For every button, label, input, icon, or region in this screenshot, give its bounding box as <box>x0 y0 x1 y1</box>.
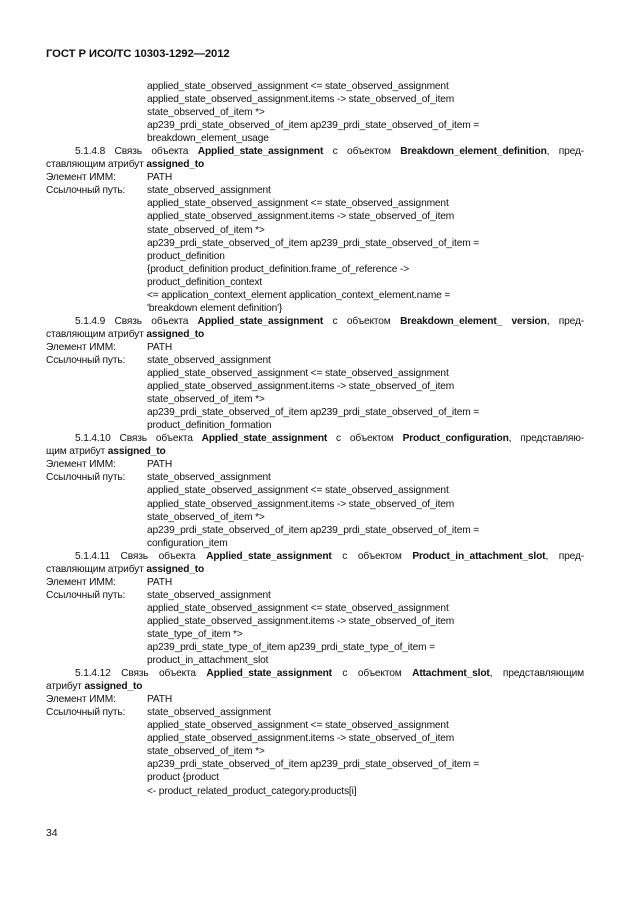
path-line: <- product_related_product_category.products[i] <box>147 785 357 797</box>
heading-continuation: ставляющим атрибут <box>46 328 147 340</box>
ref-path-label: Ссылочный путь: <box>46 185 126 197</box>
path-line: applied_state_observed_assignment <= state_observed_assignment <box>147 81 449 92</box>
section-heading <box>46 667 584 680</box>
ref-path-first: state_observed_assignment <box>147 589 271 601</box>
element-value: PATH <box>147 576 173 588</box>
section-heading-continued <box>46 328 584 341</box>
heading-tail: , представляю- <box>508 433 585 445</box>
path-line: ap239_prdi_state_observed_of_item ap239_prdi_state_observed_of_item = <box>147 120 480 132</box>
target-entity-name: Product_configuration <box>402 433 509 445</box>
path-line: state_type_of_item *> <box>147 628 243 640</box>
path-line: product_definition_formation <box>147 420 272 432</box>
path-line: applied_state_observed_assignment <= state_observed_assignment <box>147 485 449 497</box>
ref-path-first: state_observed_assignment <box>147 707 271 719</box>
ref-path-first: state_observed_assignment <box>147 472 271 484</box>
element-label: Элемент ИММ: <box>46 459 116 471</box>
intro-path-block <box>46 80 584 145</box>
heading-tail: , пред- <box>546 146 584 158</box>
heading-continuation: щим атрибут <box>46 446 108 458</box>
heading-tail: , представляющим <box>489 668 584 680</box>
heading-continuation: ставляющим атрибут <box>46 563 147 575</box>
page-header: ГОСТ Р ИСО/ТС 10303-1292—2012 <box>46 48 230 60</box>
section-3 <box>46 432 584 549</box>
section-heading <box>46 145 584 158</box>
target-entity-name: Attachment_slot <box>412 668 490 680</box>
section-heading-continued <box>46 563 584 576</box>
element-value: PATH <box>147 694 173 706</box>
ref-path-label: Ссылочный путь: <box>46 354 126 366</box>
path-line: product_in_attachment_slot <box>147 655 269 667</box>
heading-text: с объектом <box>323 315 401 327</box>
heading-text: с объектом <box>323 146 401 158</box>
element-label: Элемент ИММ: <box>46 576 116 588</box>
section-number: 5.1.4.10 Связь объекта <box>75 433 202 445</box>
path-line: product {product <box>147 772 219 784</box>
path-line: applied_state_observed_assignment.items -> state_observed_of_item <box>147 733 455 745</box>
ref-path-first: state_observed_assignment <box>147 354 271 366</box>
path-line: ap239_prdi_state_observed_of_item ap239_prdi_state_observed_of_item = <box>147 759 480 771</box>
ref-path-field <box>46 706 584 719</box>
section-heading <box>46 432 584 445</box>
heading-tail: , пред- <box>546 315 584 327</box>
path-line: <= application_context_element application_context_element.name = <box>147 289 451 301</box>
path-line: product_definition_context <box>147 276 263 288</box>
path-line: applied_state_observed_assignment.items -> state_observed_of_item <box>147 498 455 510</box>
ref-path-first: state_observed_assignment <box>147 185 271 197</box>
path-line: applied_state_observed_assignment <= state_observed_assignment <box>147 368 449 380</box>
element-field <box>46 458 584 471</box>
path-line: ap239_prdi_state_observed_of_item ap239_prdi_state_observed_of_item = <box>147 407 480 419</box>
attribute-name: assigned_to <box>146 159 205 171</box>
attribute-name: assigned_to <box>146 328 205 340</box>
heading-text: с объектом <box>331 550 413 562</box>
element-field <box>46 693 584 706</box>
path-line: state_observed_of_item *> <box>147 746 265 758</box>
path-line: product_definition <box>147 250 225 262</box>
target-entity-name: Breakdown_element_ version <box>400 315 547 327</box>
ref-path-label: Ссылочный путь: <box>46 589 126 601</box>
ref-path-field <box>46 354 584 367</box>
ref-path-field <box>46 471 584 484</box>
element-label: Элемент ИММ: <box>46 341 116 353</box>
section-5 <box>46 667 584 797</box>
path-line: applied_state_observed_assignment.items -> state_observed_of_item <box>147 211 455 223</box>
path-line: applied_state_observed_assignment <= state_observed_assignment <box>147 720 449 732</box>
heading-text: с объектом <box>331 668 413 680</box>
path-line: ap239_prdi_state_observed_of_item ap239_prdi_state_observed_of_item = <box>147 524 480 536</box>
element-label: Элемент ИММ: <box>46 172 116 184</box>
ref-path-field <box>46 184 584 197</box>
path-line: 'breakdown element definition'} <box>147 302 283 314</box>
element-field <box>46 341 584 354</box>
section-number: 5.1.4.9 Связь объекта <box>75 315 198 327</box>
path-line: ap239_prdi_state_observed_of_item ap239_prdi_state_observed_of_item = <box>147 237 480 249</box>
section-4 <box>46 550 584 667</box>
element-field <box>46 576 584 589</box>
heading-continuation: атрибут <box>46 681 85 693</box>
path-line: state_observed_of_item *> <box>147 107 265 119</box>
section-heading <box>46 550 584 563</box>
element-value: PATH <box>147 172 173 184</box>
element-value: PATH <box>147 459 173 471</box>
section-heading-continued <box>46 445 584 458</box>
element-value: PATH <box>147 341 173 353</box>
ref-path-label: Ссылочный путь: <box>46 472 126 484</box>
path-line: state_observed_of_item *> <box>147 224 265 236</box>
attribute-name: assigned_to <box>107 446 166 458</box>
section-heading-continued <box>46 680 584 693</box>
sections-container <box>46 145 584 797</box>
attribute-name: assigned_to <box>84 681 143 693</box>
path-line: applied_state_observed_assignment <= state_observed_assignment <box>147 198 449 210</box>
heading-text: с объектом <box>327 433 403 445</box>
path-line: state_observed_of_item *> <box>147 394 265 406</box>
path-line: breakdown_element_usage <box>147 133 269 145</box>
entity-name: Applied_state_assignment <box>197 146 324 158</box>
path-line: state_observed_of_item *> <box>147 511 265 523</box>
ref-path-field <box>46 589 584 602</box>
entity-name: Applied_state_assignment <box>201 433 328 445</box>
section-number: 5.1.4.12 Связь объекта <box>75 668 207 680</box>
entity-name: Applied_state_assignment <box>197 315 324 327</box>
path-line: applied_state_observed_assignment.items -> state_observed_of_item <box>147 94 455 106</box>
target-entity-name: Product_in_attachment_slot <box>412 550 546 562</box>
section-number: 5.1.4.8 Связь объекта <box>75 146 198 158</box>
entity-name: Applied_state_assignment <box>206 668 332 680</box>
entity-name: Applied_state_assignment <box>206 550 332 562</box>
section-heading-continued <box>46 158 584 171</box>
path-line: applied_state_observed_assignment.items -> state_observed_of_item <box>147 615 455 627</box>
path-line: {product_definition product_definition.frame_of_reference -> <box>147 263 409 275</box>
heading-continuation: ставляющим атрибут <box>46 159 147 171</box>
path-line: applied_state_observed_assignment <= state_observed_assignment <box>147 602 449 614</box>
heading-tail: , пред- <box>545 550 584 562</box>
path-line: ap239_prdi_state_type_of_item ap239_prdi_state_type_of_item = <box>147 642 435 654</box>
page-number: 34 <box>46 827 58 839</box>
section-heading <box>46 315 584 328</box>
target-entity-name: Breakdown_element_definition <box>400 146 547 158</box>
element-label: Элемент ИММ: <box>46 694 116 706</box>
path-line: applied_state_observed_assignment.items -> state_observed_of_item <box>147 381 455 393</box>
section-number: 5.1.4.11 Связь объекта <box>75 550 207 562</box>
section-1 <box>46 145 584 315</box>
section-2 <box>46 315 584 432</box>
ref-path-label: Ссылочный путь: <box>46 707 126 719</box>
attribute-name: assigned_to <box>146 563 205 575</box>
document-body <box>46 80 584 798</box>
path-line: configuration_item <box>147 537 228 549</box>
element-field <box>46 171 584 184</box>
